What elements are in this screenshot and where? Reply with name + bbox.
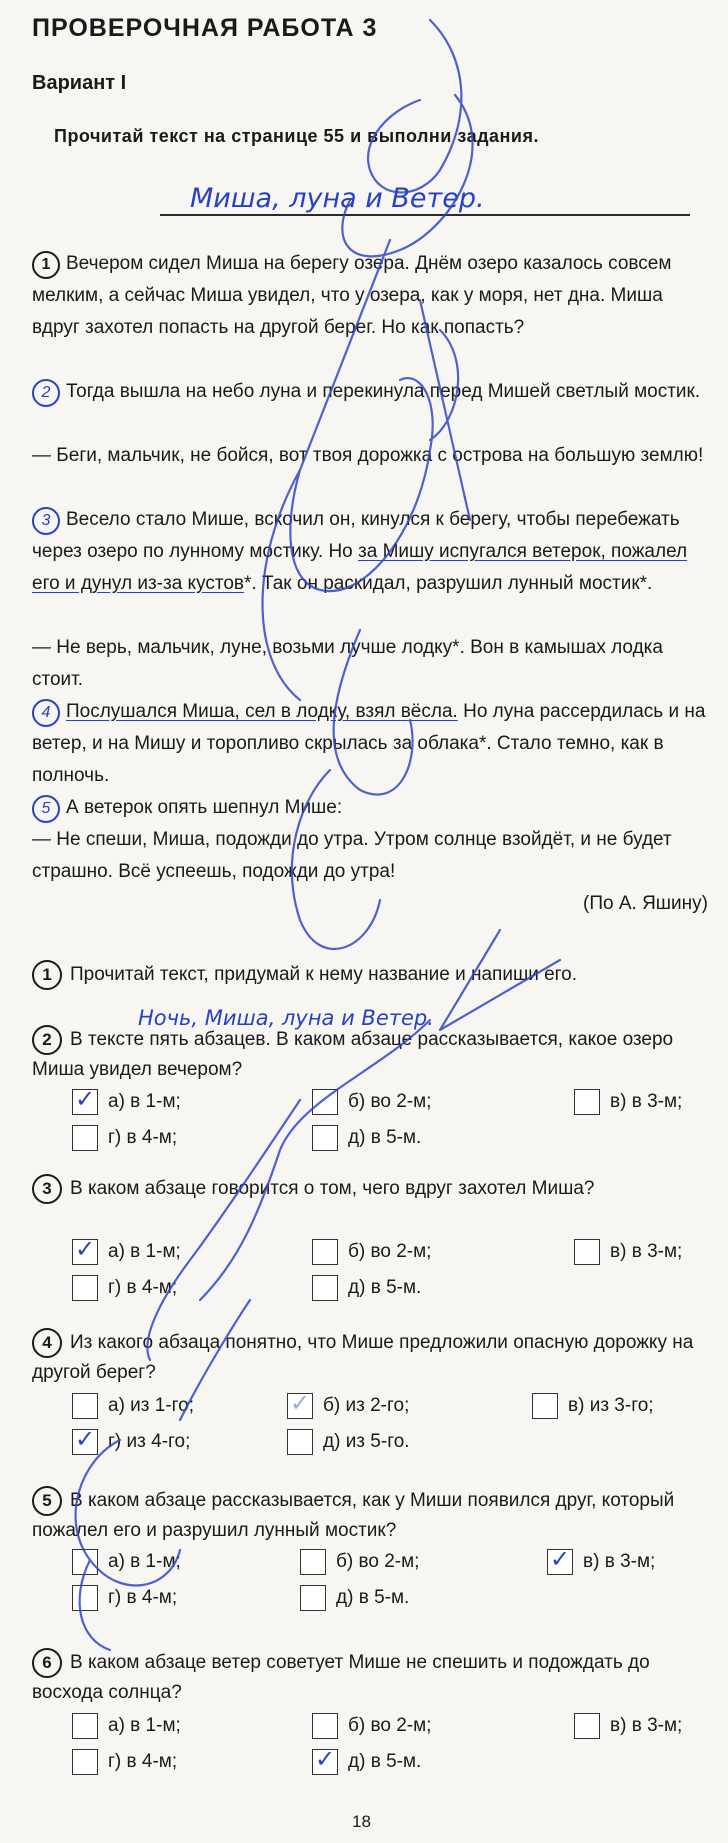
author: (По А. Яшину) [583,893,708,914]
checkbox[interactable] [312,1125,338,1151]
checkbox[interactable] [574,1713,600,1739]
checkbox[interactable] [287,1389,313,1419]
paragraph-text: Но луна рассердилась и на ветер, и на Мишу и торопливо скрылась за облака*. Стало темно, как в полночь. [32,701,706,786]
paragraph-text: А ветерок опять шепнул Мише: [66,797,343,818]
paragraph-text: Тогда вышла на небо луна и перекинула перед Мишей светлый мостик. [66,381,701,402]
paragraph-1 [32,248,708,344]
check-mark-icon: ✓ [315,1745,336,1773]
checkbox[interactable] [287,1429,313,1455]
option-v[interactable] [574,1088,682,1116]
question-text: В каком абзаце рассказывается, как у Миши появился друг, который пожалел его и разрушил лунный мостик? [32,1490,675,1542]
paragraph-text: Вечером сидел Миша на берегу озера. Днём озеро казалось совсем мелким, а сейчас Миша увидел, что у озера, как у моря, нет дна. Миша вдруг захотел попасть на другой берег. Но как попасть? [32,253,672,338]
option-a[interactable] [72,1548,181,1576]
paragraph-3 [32,504,708,600]
checkbox[interactable] [312,1239,338,1265]
paragraph-text: *. Так он раскидал, разрушил лунный мостик*. [244,573,653,594]
checkbox[interactable] [574,1089,600,1115]
checkbox[interactable] [72,1749,98,1775]
option-v[interactable] [547,1545,656,1576]
answer-q1[interactable]: Ночь, Миша, луна и Ветер. [138,1006,434,1030]
question-text: В каком абзаце ветер советует Мише не спешить и подождать до восхода солнца? [32,1652,650,1704]
option-v[interactable] [532,1392,654,1420]
checkbox[interactable] [72,1425,98,1455]
underlined-phrase: за Мишу испугался ветерок, пожалел его и дунул из-за кустов [32,541,688,594]
option-label: д) в 5-м. [348,1277,422,1298]
option-label: д) из 5-го. [323,1431,410,1452]
checkbox[interactable] [72,1585,98,1611]
checkbox[interactable] [532,1393,558,1419]
handwritten-title: Миша, луна и Ветер. [190,183,485,214]
option-label: а) в 1-м; [108,1241,181,1262]
question-number: 4 [32,1328,62,1358]
question-4 [32,1328,708,1388]
option-a[interactable] [72,1235,181,1266]
option-label: д) в 5-м. [348,1751,422,1772]
option-g[interactable] [72,1584,177,1612]
option-d[interactable] [300,1584,409,1612]
check-mark-icon: ✓ [290,1389,311,1417]
checkbox[interactable] [312,1745,338,1775]
option-a[interactable] [72,1712,181,1740]
question-text: Прочитай текст, придумай к нему название и напиши его. [70,964,578,986]
paragraph-number: 4 [32,699,60,727]
option-label: г) из 4-го; [108,1431,191,1452]
check-mark-icon: ✓ [75,1235,96,1263]
paragraph-text: — Не верь, мальчик, луне, возьми лучше лодку*. Вон в камышах лодка стоит. [32,637,663,690]
question-6 [32,1648,708,1708]
question-5 [32,1486,708,1546]
checkbox[interactable] [300,1585,326,1611]
option-label: б) во 2-м; [348,1241,432,1262]
paragraph-5-speech [32,824,708,888]
checkbox[interactable] [72,1235,98,1265]
title-underline [160,214,690,216]
checkbox[interactable] [72,1085,98,1115]
paragraph-number: 2 [32,379,60,407]
checkbox[interactable] [574,1239,600,1265]
paragraph-number: 3 [32,507,60,535]
option-label: г) в 4-м; [108,1277,178,1298]
question-number: 3 [32,1174,62,1204]
option-b[interactable] [312,1238,431,1266]
option-a[interactable] [72,1392,194,1420]
option-label: в) в 3-м; [610,1715,683,1736]
paragraph-text: — Не спеши, Миша, подожди до утра. Утром солнце взойдёт, и не будет страшно. Всё успеешь, подожди до утра! [32,829,672,882]
option-label: в) в 3-м; [610,1091,683,1112]
question-number: 6 [32,1648,62,1678]
check-mark-icon: ✓ [75,1085,96,1113]
option-g[interactable] [72,1274,177,1302]
option-d[interactable] [312,1745,422,1776]
check-mark-icon: ✓ [550,1545,571,1573]
checkbox[interactable] [72,1393,98,1419]
option-label: г) в 4-м; [108,1127,178,1148]
option-label: б) из 2-го; [323,1395,410,1416]
option-a[interactable] [72,1085,181,1116]
checkbox[interactable] [312,1089,338,1115]
paragraph-2-speech [32,440,708,472]
question-number: 5 [32,1486,62,1516]
option-label: а) в 1-м; [108,1715,181,1736]
option-label: а) в 1-м; [108,1091,181,1112]
option-b[interactable] [300,1548,419,1576]
page-number: 18 [352,1812,371,1831]
paragraph-2 [32,376,708,408]
paragraph-3-speech [32,632,708,696]
checkbox[interactable] [72,1275,98,1301]
option-d[interactable] [312,1124,421,1152]
option-v[interactable] [574,1238,682,1266]
question-2 [32,1025,708,1085]
option-label: в) в 3-м; [610,1241,683,1262]
check-mark-icon: ✓ [75,1425,96,1453]
checkbox[interactable] [312,1713,338,1739]
paragraph-number: 5 [32,795,60,823]
option-g[interactable] [72,1124,177,1152]
option-label: д) в 5-м. [348,1127,422,1148]
option-d[interactable] [312,1274,421,1302]
question-text: В каком абзаце говорится о том, чего вдруг захотел Миша? [70,1178,595,1200]
question-number: 1 [32,960,62,990]
option-label: а) в 1-м; [108,1551,181,1572]
question-text: В тексте пять абзацев. В каком абзаце рассказывается, какое озеро Миша увидел вечером? [32,1029,674,1081]
question-number: 2 [32,1025,62,1055]
question-text: Из какого абзаца понятно, что Мише предложили опасную дорожку на другой берег? [32,1332,694,1384]
page-title: ПРОВЕРОЧНАЯ РАБОТА 3 [32,14,378,42]
option-label: б) во 2-м; [336,1551,420,1572]
paragraph-5 [32,792,708,824]
checkbox[interactable] [300,1549,326,1575]
option-label: б) во 2-м; [348,1715,432,1736]
instruction: Прочитай текст на странице 55 и выполни задания. [54,126,539,146]
option-b[interactable] [312,1088,431,1116]
checkbox[interactable] [312,1275,338,1301]
option-label: б) во 2-м; [348,1091,432,1112]
paragraph-4 [32,696,708,792]
paragraph-text: — Беги, мальчик, не бойся, вот твоя дорожка с острова на большую землю! [32,445,704,466]
option-label: д) в 5-м. [336,1587,410,1608]
option-b[interactable] [287,1389,410,1420]
variant-label: Вариант I [32,72,127,94]
underlined-phrase: Послушался Миша, сел в лодку, взял вёсла. [66,701,458,722]
checkbox[interactable] [72,1549,98,1575]
checkbox[interactable] [72,1125,98,1151]
option-label: а) из 1-го; [108,1395,195,1416]
option-label: г) в 4-м; [108,1587,178,1608]
paragraph-text: Весело стало Мише, вскочил он, кинулся к берегу, чтобы перебежать через озеро по лунному мостику. Но [32,509,680,562]
question-3 [32,1174,708,1204]
option-g[interactable] [72,1748,177,1776]
paragraph-number: 1 [32,251,60,279]
option-v[interactable] [574,1712,682,1740]
checkbox[interactable] [72,1713,98,1739]
option-b[interactable] [312,1712,431,1740]
checkbox[interactable] [547,1545,573,1575]
option-label: в) в 3-м; [583,1551,656,1572]
option-g[interactable] [72,1425,191,1456]
option-label: г) в 4-м; [108,1751,178,1772]
question-1 [32,960,708,990]
option-d[interactable] [287,1428,410,1456]
option-label: в) из 3-го; [568,1395,654,1416]
